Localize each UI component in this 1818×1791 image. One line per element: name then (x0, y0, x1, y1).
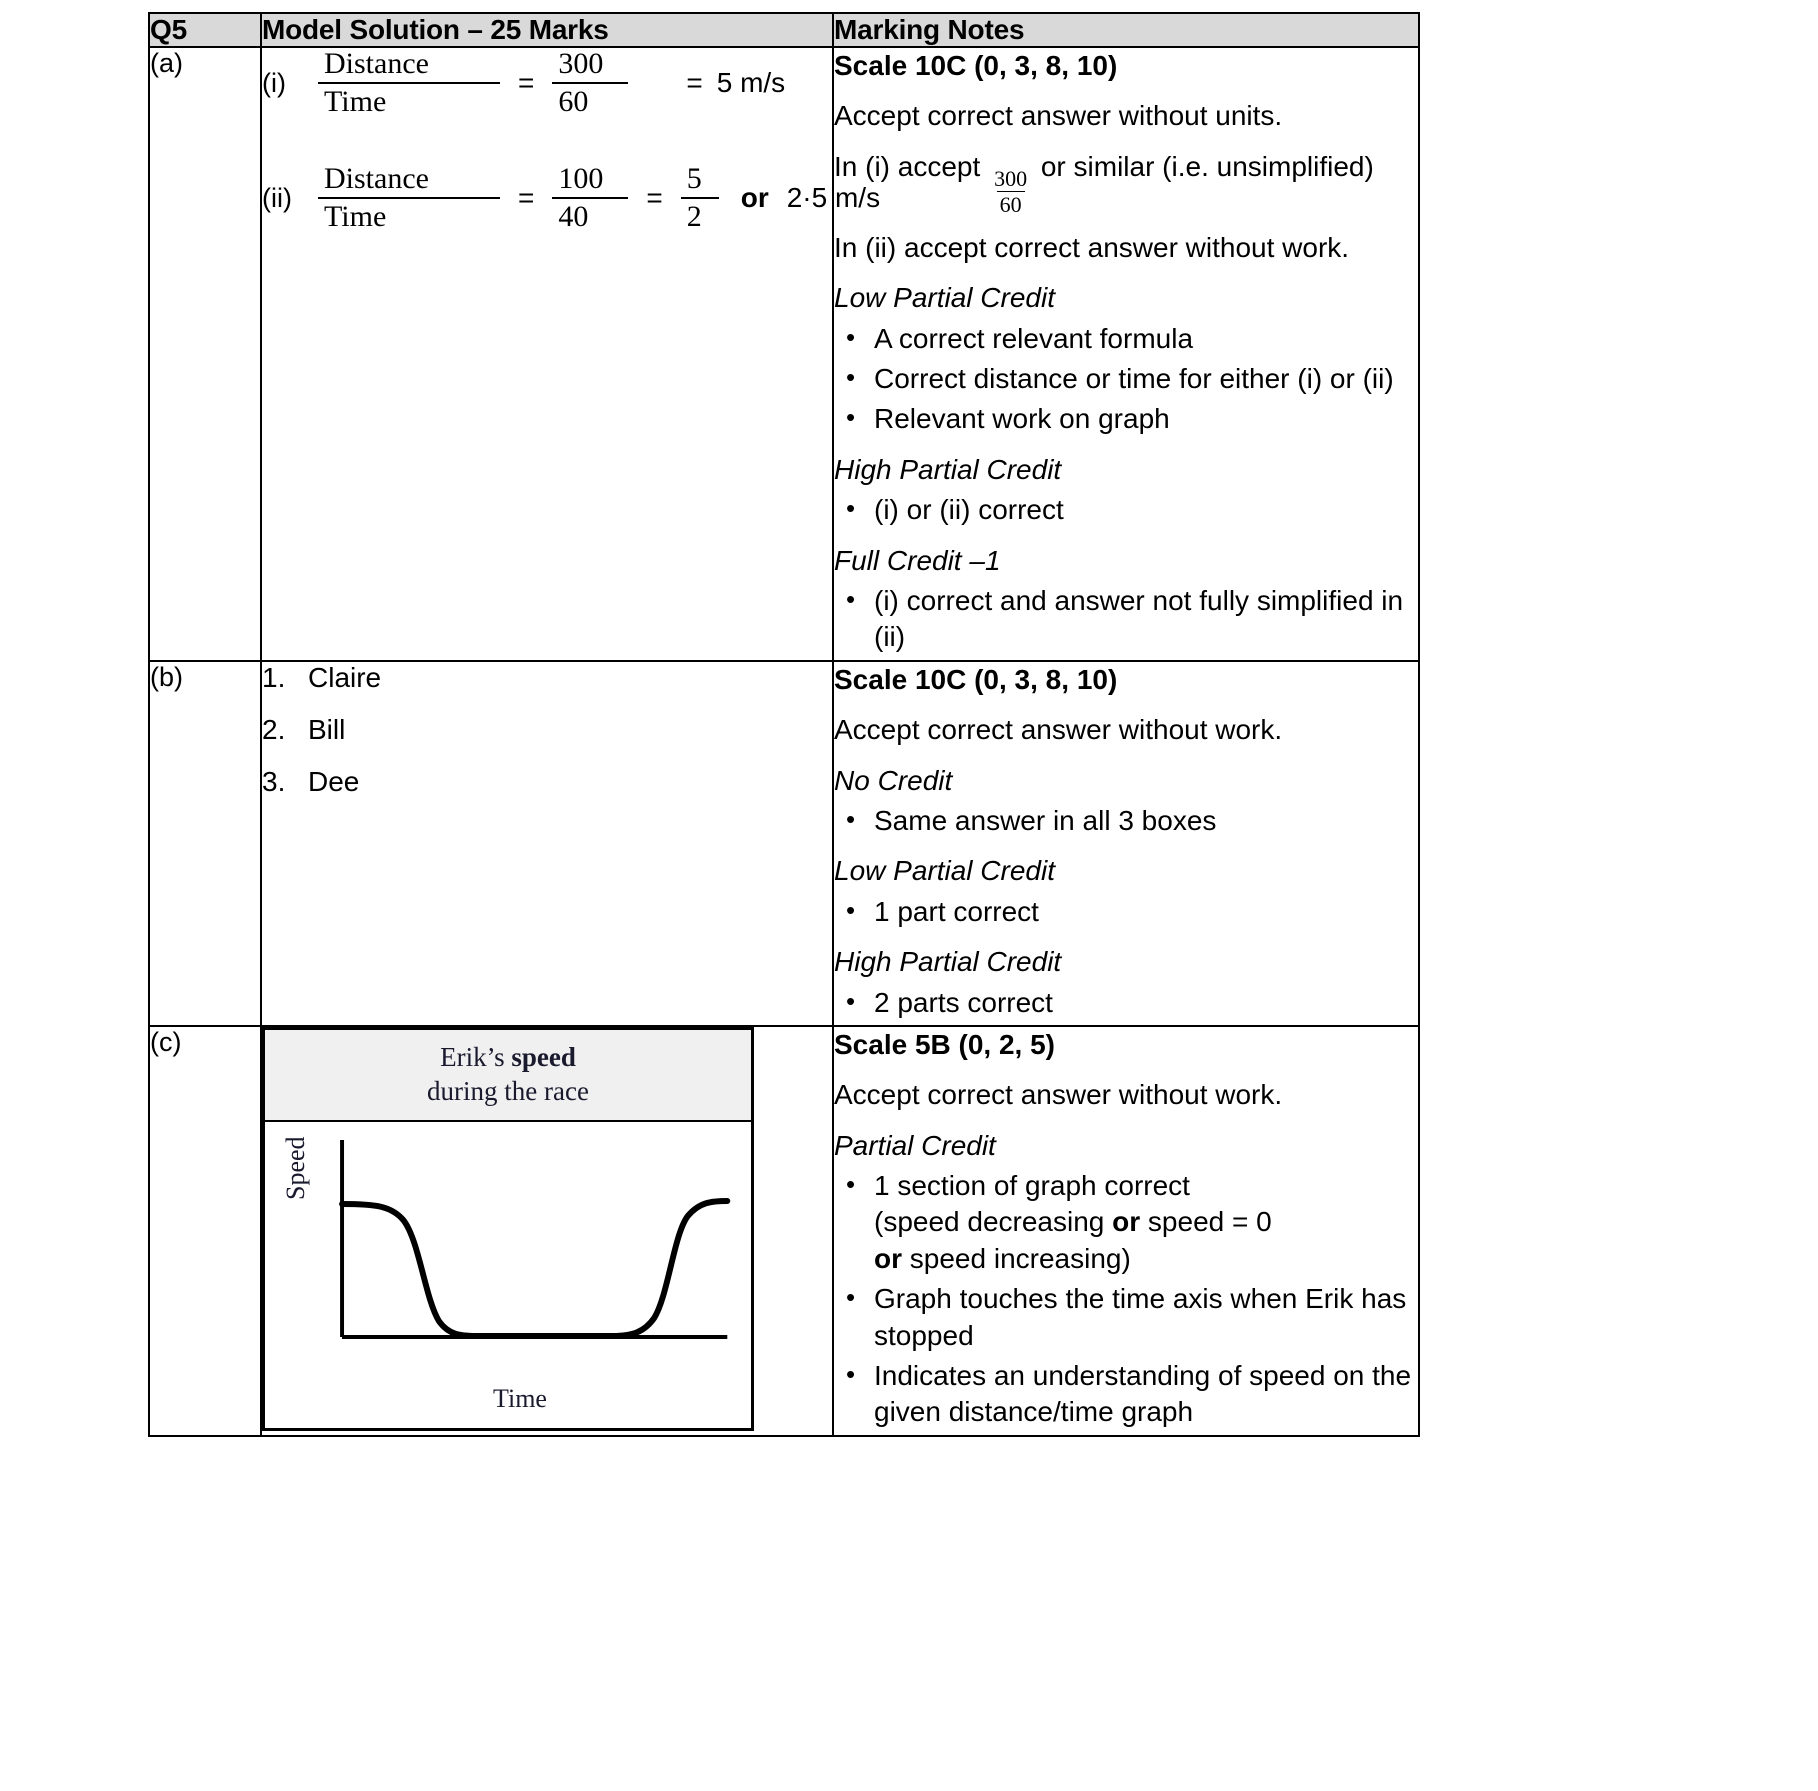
high-partial-credit-heading-b: High Partial Credit (834, 946, 1062, 978)
fraction-numerator: 300 (558, 47, 604, 80)
part-label-c: (c) (149, 1026, 261, 1436)
list-item-label: 1 part correct (874, 895, 1039, 927)
equation-i (262, 48, 832, 119)
speed-curve-svg (265, 1122, 751, 1382)
list-item (834, 1281, 1418, 1354)
high-partial-credit-list-b (834, 985, 1418, 1021)
marking-scheme-table (148, 12, 1420, 1437)
list-item-number: 3. (262, 765, 286, 797)
header-model-solution: Model Solution – 25 Marks (261, 13, 833, 47)
bullet-icon: • (846, 362, 856, 393)
bullet-line-3-suffix: speed increasing) (902, 1242, 1131, 1274)
fraction-numerator: 300 (994, 165, 1028, 191)
bullet-icon: • (846, 583, 856, 614)
bullet-icon: • (846, 894, 856, 925)
list-item-label: Dee (308, 765, 360, 797)
fraction-distance-over-time-ii (318, 163, 500, 234)
list-item (834, 985, 1418, 1021)
marking-notes-c (833, 1026, 1419, 1436)
bullet-line-2-prefix: (speed decreasing (874, 1206, 1113, 1238)
fraction-300-over-60 (552, 48, 628, 119)
figure-title-line1-prefix: Erik’s (440, 1041, 512, 1072)
bullet-icon: • (846, 1169, 856, 1200)
fraction-numerator: 100 (558, 161, 604, 195)
answer-list-b (262, 662, 832, 798)
roman-numeral-i: (i) (262, 67, 286, 98)
full-credit-heading-a: Full Credit –1 (834, 544, 1001, 576)
fraction-denominator: 40 (552, 197, 628, 233)
equals-sign-2: = (646, 182, 663, 214)
list-item (262, 714, 832, 746)
bullet-icon: • (846, 985, 856, 1016)
list-item (834, 492, 1418, 528)
table-header-row (149, 13, 1419, 47)
marking-notes-b (833, 661, 1419, 1026)
part-label-a: (a) (149, 47, 261, 661)
list-item-label: (i) correct and answer not fully simplified in (ii) (874, 584, 1404, 653)
equals-sign-2: = (686, 67, 703, 99)
fraction-numerator: Distance (324, 161, 429, 195)
part-label-b: (b) (149, 661, 261, 1026)
roman-numeral-ii: (ii) (262, 182, 292, 213)
list-item-number: 2. (262, 713, 286, 745)
fraction-numerator: 5 (686, 161, 702, 195)
list-item (834, 1358, 1418, 1431)
fraction-distance-over-time-i (318, 48, 500, 119)
list-item (834, 401, 1418, 437)
bullet-icon: • (846, 321, 856, 352)
fraction-denominator: 60 (552, 82, 628, 118)
low-partial-credit-list-a (834, 321, 1418, 438)
list-item-label: Graph touches the time axis when Erik has stopped (874, 1283, 1407, 1351)
accept-note-a-ii: In (ii) accept correct answer without work. (834, 231, 1350, 263)
scale-label-a: Scale 10C (0, 3, 8, 10) (834, 50, 1118, 81)
y-axis-label: Speed (281, 1136, 310, 1200)
bullet-line-3-bold: or (874, 1242, 902, 1274)
list-item-label: Correct distance or time for either (i) or (ii) (874, 363, 1394, 395)
answer-i: 5 m/s (716, 67, 786, 99)
or-keyword: or (740, 182, 769, 214)
bullet-line-2-suffix: speed = 0 (1140, 1206, 1272, 1238)
accept-note-c: Accept correct answer without work. (834, 1079, 1283, 1111)
fraction-5-over-2 (681, 163, 719, 234)
bullet-icon: • (846, 402, 856, 433)
partial-credit-heading-c: Partial Credit (834, 1129, 996, 1161)
list-item-label: Claire (308, 661, 382, 693)
low-partial-credit-heading-a: Low Partial Credit (834, 282, 1055, 314)
list-item (834, 321, 1418, 357)
scale-label-b: Scale 10C (0, 3, 8, 10) (834, 663, 1118, 695)
figure-title (265, 1030, 751, 1122)
bullet-icon: • (846, 493, 856, 524)
model-solution-b (261, 661, 833, 1026)
low-partial-credit-heading-b: Low Partial Credit (834, 855, 1055, 887)
list-item-label: (i) or (ii) correct (874, 494, 1064, 526)
bullet-icon: • (846, 1282, 856, 1313)
accept-note-a-i (834, 149, 1418, 216)
list-item (834, 361, 1418, 397)
list-item-label (874, 1168, 1418, 1277)
list-item (834, 583, 1418, 656)
equals-sign-1: = (518, 67, 535, 99)
scale-label-c: Scale 5B (0, 2, 5) (834, 1028, 1056, 1060)
high-partial-credit-list-a (834, 492, 1418, 528)
bullet-line-2-bold: or (1112, 1206, 1141, 1238)
model-solution-a (261, 47, 881, 661)
header-question-number: Q5 (149, 13, 261, 47)
figure-title-line2: during the race (427, 1075, 589, 1106)
list-item-label: 2 parts correct (874, 986, 1053, 1018)
table-row-part-a (149, 47, 1419, 661)
list-item-number: 1. (262, 661, 286, 693)
marking-notes-a (833, 47, 1419, 661)
low-partial-credit-list-b (834, 894, 1418, 930)
list-item (834, 803, 1418, 839)
list-item (834, 894, 1418, 930)
fraction-numerator: Distance (324, 47, 429, 80)
partial-credit-list-c (834, 1168, 1418, 1431)
figure-title-line1-bold: speed (511, 1041, 576, 1072)
list-item (262, 662, 832, 694)
list-item-label: Same answer in all 3 boxes (874, 804, 1217, 836)
model-solution-c (261, 1026, 833, 1436)
speed-curve-path (342, 1201, 727, 1336)
answer-ii: 2·5 m/s (786, 182, 881, 214)
bullet-icon: • (846, 1359, 856, 1390)
fraction-denominator: Time (318, 82, 500, 118)
list-item (262, 766, 832, 798)
accept-note-a: Accept correct answer without units. (834, 100, 1283, 132)
list-item-label: A correct relevant formula (874, 322, 1194, 354)
fraction-denominator: 60 (997, 191, 1025, 216)
x-axis-label: Time (493, 1383, 547, 1413)
fraction-100-over-40 (552, 163, 628, 234)
inline-fraction-300-over-60 (991, 167, 1030, 216)
list-item-label: Relevant work on graph (874, 403, 1170, 435)
no-credit-list-b (834, 803, 1418, 839)
high-partial-credit-heading-a: High Partial Credit (834, 453, 1062, 485)
accept-i-prefix: In (i) accept (834, 150, 981, 182)
fraction-denominator: 2 (681, 197, 719, 233)
accept-i-suffix: or similar (i.e. unsimplified) (1040, 150, 1374, 182)
bullet-line-1: 1 section of graph correct (874, 1170, 1190, 1202)
fraction-denominator: Time (318, 197, 500, 233)
list-item-label: Indicates an understanding of speed on the given distance/time graph (874, 1360, 1412, 1428)
header-marking-notes: Marking Notes (833, 13, 1419, 47)
equals-sign-1: = (518, 182, 535, 214)
speed-time-graph-figure (262, 1027, 754, 1431)
figure-plot-area (265, 1122, 751, 1382)
table-row-part-c (149, 1026, 1419, 1436)
full-credit-list-a (834, 583, 1418, 656)
table-row-part-b (149, 661, 1419, 1026)
spacer (262, 129, 832, 163)
list-item-label: Bill (308, 713, 346, 745)
equation-ii (262, 161, 881, 234)
bullet-icon: • (846, 803, 856, 834)
no-credit-heading-b: No Credit (834, 764, 953, 796)
accept-note-b: Accept correct answer without work. (834, 714, 1283, 746)
list-item (834, 1168, 1418, 1277)
